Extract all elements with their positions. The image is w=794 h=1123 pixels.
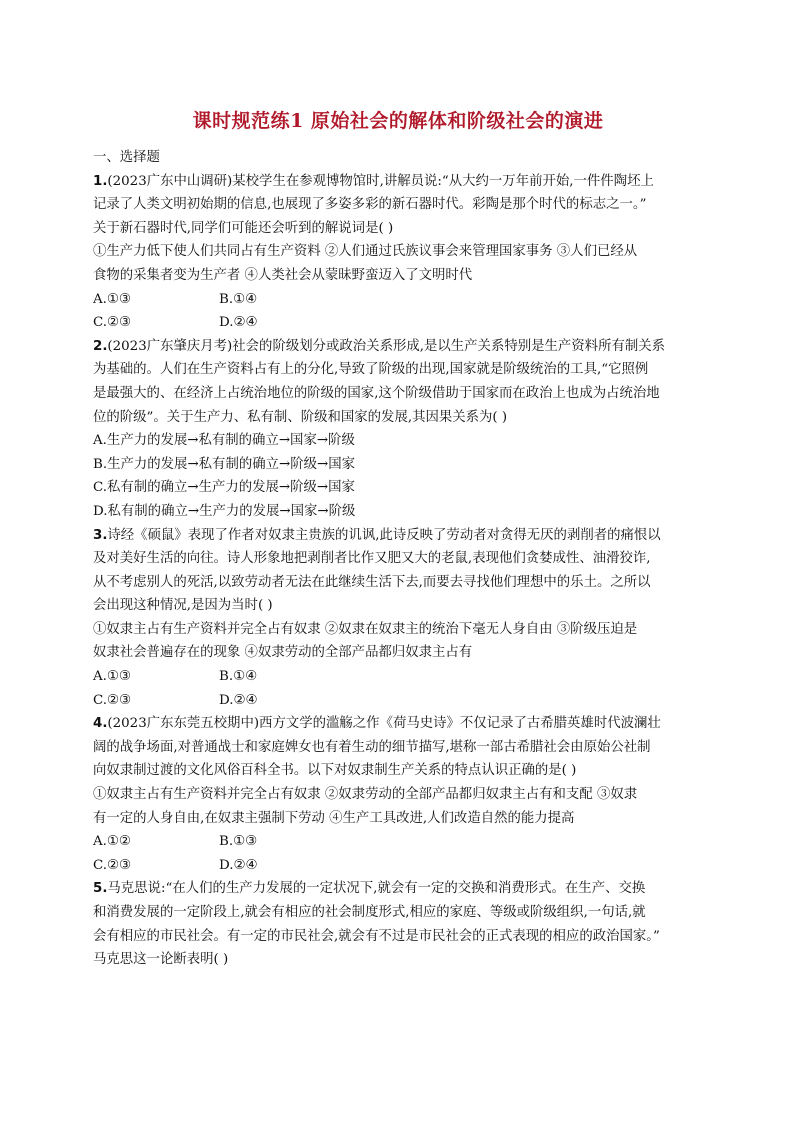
question-stem-line: 位的阶级”。关于生产力、私有制、阶级和国家的发展,其因果关系为( ) xyxy=(93,409,508,425)
page-title: 课时规范练1 原始社会的解体和阶级社会的演进 xyxy=(192,110,604,132)
question-item-line: 食物的采集者变为生产者 ④人类社会从蒙昧野蛮迈入了文明时代 xyxy=(93,267,473,283)
question-item-line: ①生产力低下使人们共同占有生产资料 ②人们通过氏族议事会来管理国家事务 ③人们已经从 xyxy=(93,244,638,260)
question-number: 3. xyxy=(93,527,108,543)
answer-option[interactable]: B.①④ xyxy=(219,669,258,685)
question-4 xyxy=(93,712,703,877)
answer-options-row xyxy=(93,854,703,878)
answer-option[interactable]: C.②③ xyxy=(93,857,132,873)
answer-options-row xyxy=(93,830,703,854)
question-stem-line: 马克思这一论断表明( ) xyxy=(93,952,229,968)
answer-option[interactable]: A.①③ xyxy=(93,291,131,307)
question-stem-line: 会出现这种情况,是因为当时( ) xyxy=(93,598,273,614)
question-stem-line: 和消费发展的一定阶段上,就会有相应的社会制度形式,相应的家庭、等级或阶级组织,一句话,就 xyxy=(93,905,646,920)
question-stem-line: 诗经《硕鼠》表现了作者对奴隶主贵族的讥讽,此诗反映了劳动者对贪得无厌的剥削者的痛恨以 xyxy=(107,527,661,543)
answer-option[interactable]: D.②④ xyxy=(219,692,258,708)
question-3 xyxy=(93,524,703,713)
question-stem-line: 从不考虑别人的死活,以致劳动者无法在此继续生活下去,而要去寻找他们理想中的乐土。之所以 xyxy=(93,574,651,590)
question-stem-line: (2023广东肇庆月考)社会的阶级划分或政治关系形成,是以生产关系特别是生产资料所有制关系 xyxy=(107,338,666,354)
question-5 xyxy=(93,877,703,971)
answer-option[interactable]: C.②③ xyxy=(93,692,132,708)
question-2 xyxy=(93,335,703,524)
question-1 xyxy=(93,170,703,335)
question-item-line: 有一定的人身自由,在奴隶主强制下劳动 ④生产工具改进,人们改造自然的能力提高 xyxy=(93,810,575,826)
answer-option[interactable]: D.②④ xyxy=(219,857,258,873)
answer-options-row xyxy=(93,665,703,689)
answer-option[interactable]: C.私有制的确立→生产力的发展→阶级→国家 xyxy=(93,480,355,496)
answer-options-row xyxy=(93,311,703,335)
answer-options-row xyxy=(93,689,703,713)
question-stem-line: (2023广东东莞五校期中)西方文学的滥觞之作《荷马史诗》不仅记录了古希腊英雄时代波澜壮 xyxy=(107,716,661,732)
answer-option[interactable]: B.①③ xyxy=(219,834,258,850)
answer-option[interactable]: A.生产力的发展→私有制的确立→国家→阶级 xyxy=(93,433,355,449)
answer-option[interactable]: D.私有制的确立→生产力的发展→国家→阶级 xyxy=(93,503,356,519)
question-stem-line: 为基础的。人们在生产资料占有上的分化,导致了阶级的出现,国家就是阶级统治的工具,“它照例 xyxy=(93,362,649,378)
question-stem-line: 会有相应的市民社会。有一定的市民社会,就会有不过是市民社会的正式表现的相应的政治国家。” xyxy=(93,928,660,944)
question-stem-line: 向奴隶制过渡的文化风俗百科全书。以下对奴隶制生产关系的特点认识正确的是( ) xyxy=(93,763,577,779)
question-number: 4. xyxy=(93,716,108,732)
answer-option[interactable]: C.②③ xyxy=(93,315,132,331)
question-number: 5. xyxy=(93,881,108,897)
answer-option[interactable]: B.生产力的发展→私有制的确立→阶级→国家 xyxy=(93,456,356,472)
answer-options-row xyxy=(93,288,703,312)
question-item-line: ①奴隶主占有生产资料并完全占有奴隶 ②奴隶在奴隶主的统治下毫无人身自由 ③阶级压迫是 xyxy=(93,621,638,637)
question-item-line: ①奴隶主占有生产资料并完全占有奴隶 ②奴隶劳动的全部产品都归奴隶主占有和支配 ③奴隶 xyxy=(93,787,638,803)
question-stem-line: (2023广东中山调研)某校学生在参观博物馆时,讲解员说:“从大约一万年前开始,一件件陶坯上 xyxy=(107,173,654,189)
answer-option[interactable]: A.①② xyxy=(93,834,131,850)
question-item-line: 奴隶社会普遍存在的现象 ④奴隶劳动的全部产品都归奴隶主占有 xyxy=(93,645,473,661)
section-heading: 一、选择题 xyxy=(93,150,160,165)
question-stem-line: 及对美好生活的向往。诗人形象地把剥削者比作又肥又大的老鼠,表现他们贪婪成性、油滑狡诈, xyxy=(93,551,651,567)
question-stem-line: 记录了人类文明初始期的信息,也展现了多姿多彩的新石器时代。彩陶是那个时代的标志之一。” xyxy=(93,197,647,213)
document-body xyxy=(93,146,703,972)
question-number: 1. xyxy=(93,173,108,189)
question-stem-line: 阔的战争场面,对普通战士和家庭婢女也有着生动的细节描写,堪称一部古希腊社会由原始公社制 xyxy=(93,739,651,755)
question-stem-line: 马克思说:“在人们的生产力发展的一定状况下,就会有一定的交换和消费形式。在生产、交换 xyxy=(107,881,646,897)
answer-option[interactable]: B.①④ xyxy=(219,291,258,307)
question-stem-line: 关于新石器时代,同学们可能还会听到的解说词是( ) xyxy=(93,220,394,236)
question-number: 2. xyxy=(93,338,108,354)
answer-option[interactable]: D.②④ xyxy=(219,315,258,331)
answer-option[interactable]: A.①③ xyxy=(93,669,131,685)
question-stem-line: 是最强大的、在经济上占统治地位的阶级的国家,这个阶级借助于国家而在政治上也成为占统治地 xyxy=(93,385,660,401)
